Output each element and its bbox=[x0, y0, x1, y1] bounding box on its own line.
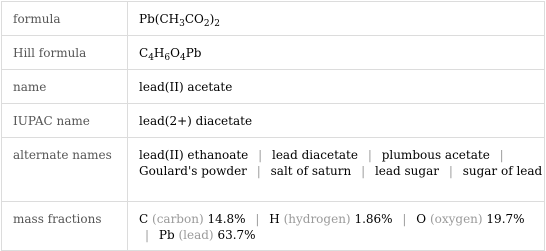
table-row-iupac-name bbox=[2, 104, 545, 138]
mass-fraction-item bbox=[159, 228, 256, 242]
table-row-formula bbox=[2, 2, 545, 36]
mass-fraction-item bbox=[269, 212, 392, 226]
element-name: (hydrogen) bbox=[283, 212, 351, 226]
table-row-name bbox=[2, 70, 545, 104]
separator: | bbox=[448, 164, 453, 178]
alternate-names-value bbox=[128, 138, 545, 202]
separator: | bbox=[255, 212, 260, 226]
row-label: name bbox=[2, 70, 128, 104]
table-row-alternate-names bbox=[2, 138, 545, 202]
element-name: (lead) bbox=[178, 228, 214, 242]
row-label: Hill formula bbox=[2, 36, 128, 70]
mass-percent: 1.86% bbox=[354, 212, 393, 226]
row-label: formula bbox=[2, 2, 128, 36]
mass-percent: 63.7% bbox=[217, 228, 256, 242]
formula-value: $Pb(CH_3CO_2)_2$ bbox=[128, 2, 545, 36]
alternate-name: lead sugar bbox=[374, 164, 439, 178]
separator: | bbox=[402, 212, 407, 226]
table-row-mass-fractions bbox=[2, 202, 545, 251]
iupac-name-value: lead(2+) diacetate bbox=[128, 104, 545, 138]
alternate-name: lead diacetate bbox=[271, 148, 358, 162]
name-value: lead(II) acetate bbox=[128, 70, 545, 104]
separator: | bbox=[367, 148, 372, 162]
mass-fraction-item bbox=[416, 212, 524, 226]
element-symbol: C bbox=[139, 212, 149, 226]
mass-percent: 14.8% bbox=[207, 212, 246, 226]
alternate-name: lead(II) ethanoate bbox=[139, 148, 249, 162]
element-symbol: O bbox=[416, 212, 427, 226]
mass-fractions-value bbox=[128, 202, 545, 251]
mass-fraction-item bbox=[139, 212, 246, 226]
alternate-name: plumbous acetate bbox=[381, 148, 490, 162]
alternate-name: Goulard's powder bbox=[139, 164, 247, 178]
alternate-name: sugar of lead bbox=[462, 164, 543, 178]
alternate-name: salt of saturn bbox=[270, 164, 352, 178]
separator: | bbox=[145, 228, 150, 242]
row-label: mass fractions bbox=[2, 202, 128, 251]
table-row-hill-formula bbox=[2, 36, 545, 70]
element-name: (oxygen) bbox=[429, 212, 483, 226]
row-label: alternate names bbox=[2, 138, 128, 202]
separator: | bbox=[256, 164, 261, 178]
properties-table bbox=[1, 1, 545, 251]
hill-formula-value: $C_4H_6O_4Pb$ bbox=[128, 36, 545, 70]
mass-percent: 19.7% bbox=[486, 212, 525, 226]
separator: | bbox=[258, 148, 263, 162]
element-symbol: Pb bbox=[158, 228, 175, 242]
row-label: IUPAC name bbox=[2, 104, 128, 138]
element-symbol: H bbox=[269, 212, 280, 226]
element-name: (carbon) bbox=[152, 212, 204, 226]
separator: | bbox=[499, 148, 504, 162]
separator: | bbox=[361, 164, 366, 178]
